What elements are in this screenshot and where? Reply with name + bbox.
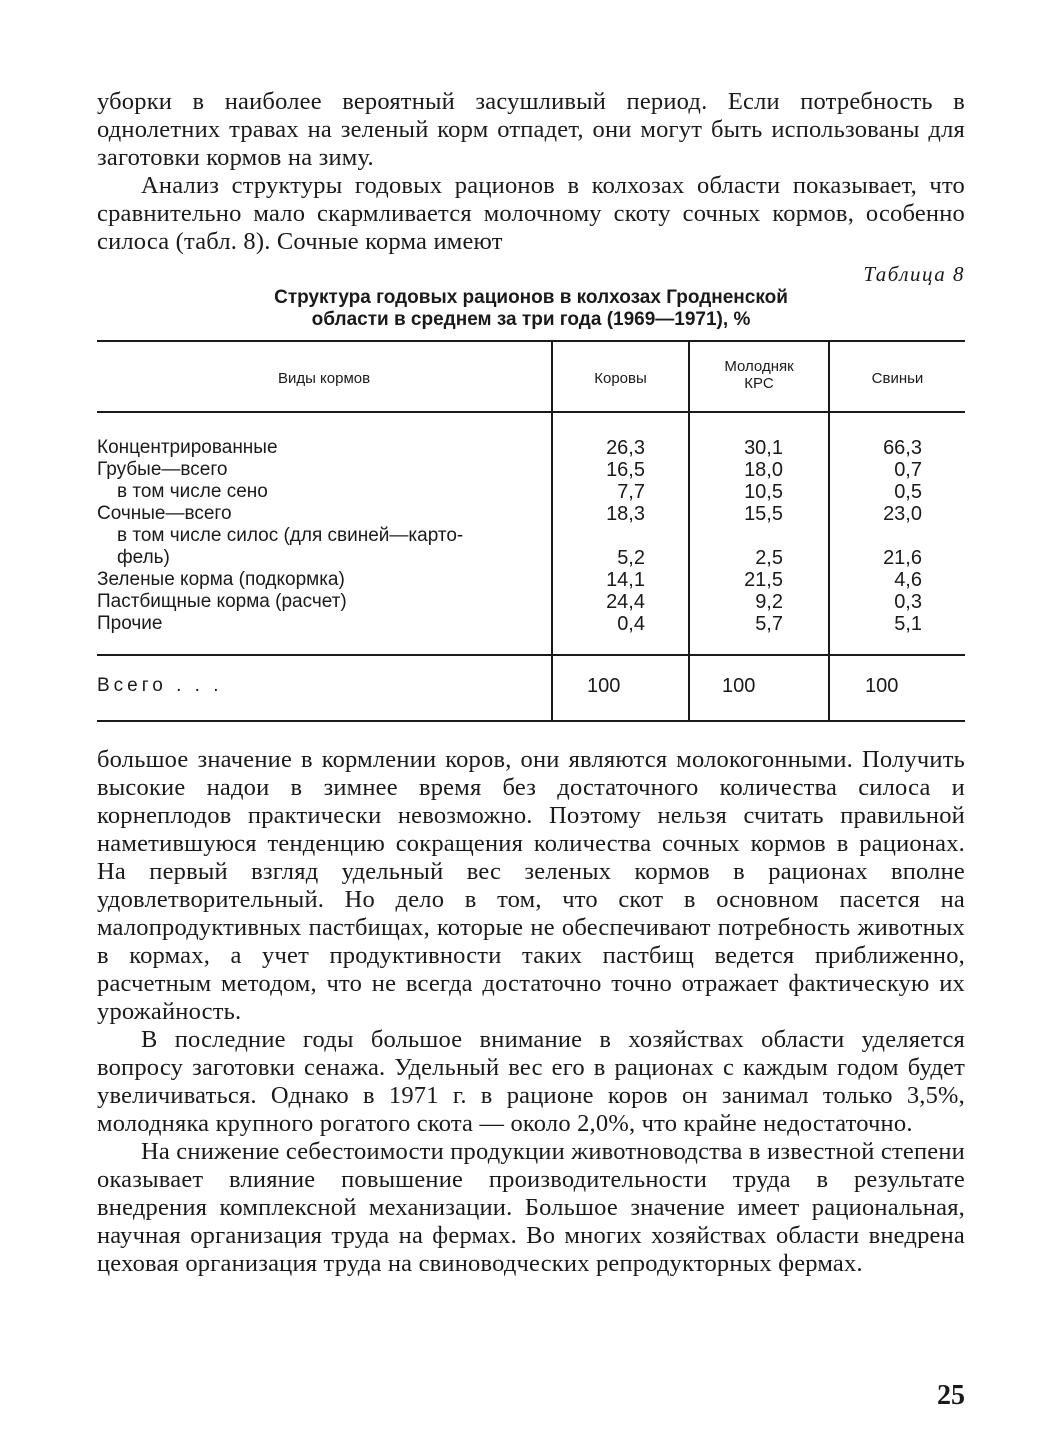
paragraph: большое значение в кормлении коров, они являются молокогонными. Получить высокие надои в зимнее время без достаточного количества силоса и корнеплодов практически невозможно. Поэтому нельзя считать правильной наметившуюся тенденцию сокращения количества сочных кормов в рационах. На первый взгляд удельный вес зеленых кормов в рационах вполне удовлетворительный. Но дело в том, что скот в основном пасется на малопродуктивных пастбищах, которые не обеспечивают потребность животных в кормах, а учет продуктивности таких пастбищ ведется приближенно, расчетным методом, что не всегда достаточно точно отражает фактическую их урожайность. bbox=[97, 746, 965, 1025]
header-young-line: Молодняк bbox=[724, 358, 794, 375]
bottom-text-block bbox=[97, 746, 965, 1278]
cell-pigs: 23,0 bbox=[883, 503, 922, 525]
total-pigs: 100 bbox=[865, 675, 899, 697]
row-label: Пастбищные корма (расчет) bbox=[97, 591, 347, 612]
table-row bbox=[97, 525, 965, 547]
cell-young: 30,1 bbox=[744, 437, 783, 459]
cell-cows: 16,5 bbox=[606, 459, 645, 481]
row-label: в том числе сено bbox=[117, 481, 268, 502]
header-pigs: Свиньи bbox=[871, 370, 924, 387]
row-label: Концентрированные bbox=[97, 437, 278, 458]
cell-young: 5,7 bbox=[755, 613, 783, 635]
cell-young: 21,5 bbox=[744, 569, 783, 591]
cell-pigs: 4,6 bbox=[894, 569, 922, 591]
table-row bbox=[97, 459, 965, 481]
row-label: Грубые—всего bbox=[97, 459, 228, 480]
page-number: 25 bbox=[937, 1380, 965, 1411]
total-cows: 100 bbox=[587, 675, 621, 697]
row-label: фель) bbox=[117, 547, 170, 568]
top-text-block bbox=[97, 88, 965, 256]
cell-cows: 18,3 bbox=[606, 503, 645, 525]
table-label: Таблица 8 bbox=[863, 262, 965, 286]
paragraph: уборки в наиболее вероятный засушливый период. Если потребность в однолетних травах на зеленый корм отпадет, они могут быть использованы для заготовки кормов на зиму. bbox=[97, 88, 965, 171]
table-total-rule bbox=[97, 654, 965, 656]
table-total-row bbox=[97, 675, 965, 697]
paragraph: На снижение себестоимости продукции животноводства в известной степени оказывает влияние повышение производительности труда в результате внедрения комплексной механизации. Большое значение имеет рациональная, научная организация труда на фермах. Во многих хозяйствах области внедрена цеховая организация труда на свиноводческих репродукторных фермах. bbox=[97, 1138, 965, 1277]
header-feed-type: Виды кормов bbox=[277, 370, 371, 387]
cell-cows: 0,4 bbox=[617, 613, 645, 635]
table-row bbox=[97, 547, 965, 569]
row-label: в том числе силос (для свиней—карто- bbox=[117, 525, 464, 546]
header-cows: Коровы bbox=[594, 370, 647, 387]
cell-cows: 26,3 bbox=[606, 437, 645, 459]
table-title-line: Структура годовых рационов в колхозах Гродненской bbox=[274, 287, 788, 308]
table-top-rule bbox=[97, 340, 965, 342]
paragraph: В последние годы большое внимание в хозяйствах области уделяется вопросу заготовки сенажа. Удельный вес его в рационах с каждым годом будет увеличиваться. Однако в 1971 г. в рационе коров он занимал только 3,5%, молодняка крупного рогатого скота — около 2,0%, что крайне недостаточно. bbox=[97, 1026, 965, 1137]
table-title-line: области в среднем за три года (1969—1971), % bbox=[311, 309, 751, 330]
cell-pigs: 5,1 bbox=[894, 613, 922, 635]
cell-pigs: 66,3 bbox=[883, 437, 922, 459]
cell-young: 2,5 bbox=[755, 547, 783, 569]
row-label: Зеленые корма (подкормка) bbox=[97, 569, 345, 590]
table-header-rule bbox=[97, 411, 965, 413]
cell-young: 10,5 bbox=[744, 481, 783, 503]
table-title bbox=[97, 287, 965, 331]
cell-young: 9,2 bbox=[755, 591, 783, 613]
cell-cows: 14,1 bbox=[606, 569, 645, 591]
cell-cows: 7,7 bbox=[617, 481, 645, 503]
table-row bbox=[97, 569, 965, 591]
table-row bbox=[97, 613, 965, 635]
table-row bbox=[97, 503, 965, 525]
cell-pigs: 0,5 bbox=[894, 481, 922, 503]
cell-pigs: 0,3 bbox=[894, 591, 922, 613]
cell-cows: 24,4 bbox=[606, 591, 645, 613]
cell-pigs: 0,7 bbox=[894, 459, 922, 481]
cell-young: 15,5 bbox=[744, 503, 783, 525]
table-row bbox=[97, 481, 965, 503]
table-row bbox=[97, 437, 965, 459]
cell-young: 18,0 bbox=[744, 459, 783, 481]
row-label: Прочие bbox=[97, 613, 163, 634]
cell-pigs: 21,6 bbox=[883, 547, 922, 569]
header-young-line: КРС bbox=[744, 375, 774, 392]
total-young: 100 bbox=[722, 675, 756, 697]
table-bottom-rule bbox=[97, 720, 965, 722]
row-label: Сочные—всего bbox=[97, 503, 232, 524]
total-label: Всего . . . bbox=[97, 675, 223, 696]
paragraph: Анализ структуры годовых рационов в колхозах области показывает, что сравнительно мало скармливается молочному скоту сочных кормов, особенно силоса (табл. 8). Сочные корма имеют bbox=[97, 172, 965, 255]
header-young-cattle bbox=[690, 358, 828, 392]
cell-cows: 5,2 bbox=[617, 547, 645, 569]
table-row bbox=[97, 591, 965, 613]
